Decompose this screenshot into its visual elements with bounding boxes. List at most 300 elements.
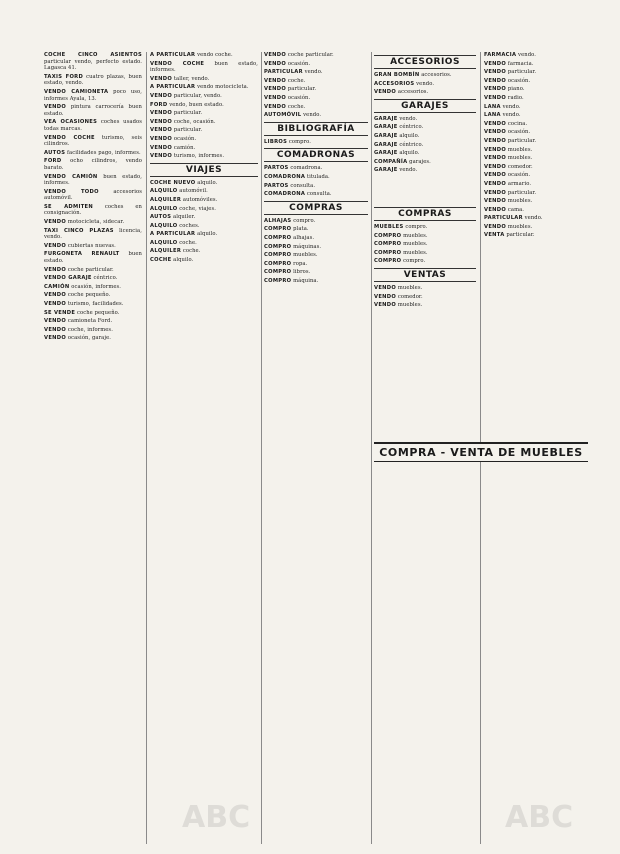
ad-text: accesorios. [397,89,429,96]
ad-text: comedor. [397,293,423,300]
ad-lead: VENDO [484,129,507,136]
section-banner: COMPRA - VENTA DE MUEBLES [374,442,588,462]
ad-text: coches usados todas marcas. [44,119,142,132]
ad-text: ocasión. [507,129,531,136]
ad-text: ropa. [293,260,308,267]
classified-ad [44,284,142,291]
ad-text: muebles. [397,284,423,291]
ad-text: motocicleta, sidecar. [67,219,125,226]
ad-text: muebles. [293,252,318,259]
ad-text: vendo. [399,115,418,122]
classified-ad [44,335,142,342]
ad-lead: VENDO [484,137,507,144]
classified-ad [484,121,588,128]
ad-text: consulta. [306,191,332,198]
ad-lead: PARTOS [264,182,289,189]
ad-text: ocho cilindros, vendo barato. [44,158,142,171]
ad-text: muebles. [397,302,423,309]
ad-text: camioneta Ford. [67,318,113,325]
ad-text: cubiertas nuevas. [67,242,116,249]
ad-text: farmacia. [507,60,534,67]
ad-text: vendo. [303,112,322,119]
classified-ad [264,174,368,181]
ad-text: comadrona. [290,165,323,172]
classified-ad [150,136,258,143]
classified-ad [264,244,368,251]
classified-ad [44,150,142,157]
classified-ad [264,86,368,93]
classified-ad [374,285,476,292]
section-heading: COMADRONAS [264,148,368,162]
ad-lead: VENDO [484,60,507,67]
ad-lead: PARTICULAR [264,69,303,76]
classified-ad [264,139,368,146]
classified-ad [264,104,368,111]
ad-text: facilidades pago, informes. [67,149,141,156]
ad-lead: COMPRO [374,241,402,248]
ad-lead: COMPAÑÍA [374,158,408,165]
ad-lead: COCHE CINCO ASIENTOS [44,52,142,58]
classified-ad [374,250,476,257]
ad-text: coche, informes. [67,326,113,333]
ad-lead: COMADRONA [264,191,306,198]
ad-lead: AUTOS [150,214,172,221]
ad-lead: COCHE NUEVO [150,179,196,186]
classified-ad [264,69,368,76]
ad-lead: VENDO [484,86,507,93]
ad-lead: VENDO [484,69,507,76]
ad-lead: VENDO [484,77,507,84]
classified-ad [150,110,258,117]
classified-ad [150,180,258,187]
ad-text: buen estado, informes. [150,60,258,74]
classified-ad [484,112,588,119]
classified-ad [150,102,258,109]
ad-text: armario. [507,180,532,187]
ad-lead: ALQUILO [150,222,178,229]
classified-ad [374,81,476,88]
section-heading: VENTAS [374,268,476,282]
ad-text: vendo motocicleta. [197,84,249,91]
ad-text: muebles. [403,241,428,248]
classified-ad [264,278,368,285]
ad-lead: COMPRO [264,234,292,241]
ad-lead: VENDO [150,153,173,160]
classified-ad [484,129,588,136]
ad-text: turismo, seis cilindros. [44,134,142,148]
watermark: ABC [505,800,574,835]
ad-text: compro. [405,223,428,230]
classified-ad [150,84,258,91]
ad-text: alhajas. [293,234,315,241]
ad-lead: VENDO [484,180,507,187]
ad-text: particular vendo, perfecto estado. Lagasca 41. [44,58,142,72]
ad-text: buen estado, informes. [44,173,142,187]
section-heading: GARAJES [374,99,476,113]
ad-lead: ALQUILER [150,248,182,255]
classified-ad [264,78,368,85]
ad-text: coche. [182,248,201,255]
classified-ad [374,233,476,240]
ad-lead: VENDO [484,155,507,162]
ad-lead: VENDO [44,219,67,226]
column-rule [371,52,372,844]
ad-lead: FORD [150,101,168,108]
classified-ad [44,52,142,72]
ad-lead: VENDO [44,266,67,273]
classified-ad [44,275,142,282]
column-3 [264,52,368,846]
ad-lead: VENTA [484,232,505,239]
classified-ad [150,127,258,134]
ad-lead: VENDO [44,326,67,333]
ad-lead: FARMACIA [484,52,517,58]
ad-text: particular. [287,86,317,93]
ad-lead: GARAJE [374,124,398,131]
classified-ad [150,52,258,59]
ad-text: coche particular. [287,52,334,58]
classified-ad [484,224,588,231]
classified-ad [484,232,588,239]
ad-lead: TAXI CINCO PLAZAS [44,227,114,234]
ad-text: automóvil. [179,188,208,195]
ad-text: alquilo. [197,231,218,238]
ad-text: titulada. [306,173,330,180]
column-2 [150,52,258,846]
ad-text: vendo coche. [197,52,233,58]
classified-ad [264,183,368,190]
classified-ad [264,218,368,225]
classified-ad [44,89,142,102]
ad-lead: COMPRO [264,260,292,267]
ad-lead: VENDO [150,127,173,134]
ad-lead: VENDO [484,206,507,213]
classified-ad [374,294,476,301]
ad-text: alquilo. [197,179,218,186]
classified-ad [264,235,368,242]
ad-text: coche. [287,103,306,110]
ad-lead: ALHAJAS [264,217,292,224]
ad-text: accesorios automóvil. [44,188,142,202]
classified-ad [44,74,142,87]
classified-ad [44,219,142,226]
classified-ad [150,76,258,83]
classified-ad [484,78,588,85]
ad-text: ocasión, garaje. [67,335,111,342]
ad-text: muebles. [403,249,428,256]
classified-ad [44,327,142,334]
ad-text: compro. [288,138,312,145]
ad-lead: VENDO [374,302,397,309]
ad-text: camión. [173,144,196,151]
ad-lead: LANA [484,112,501,119]
ad-lead: ALQUILER [150,196,182,203]
ad-lead: VENDO [44,104,67,111]
ad-text: turismo, informes. [173,153,225,160]
ad-text: coche pequeño. [67,292,111,299]
ad-text: coche particular. [67,266,114,273]
ad-text: plata. [293,226,309,233]
classified-ad [44,292,142,299]
ad-lead: VENDO CAMIONETA [44,88,109,95]
ad-lead: VENDO [150,135,173,142]
ad-text: alquiler. [173,214,196,221]
classified-ad [44,267,142,274]
ad-lead: AUTOMÓVIL [264,112,302,119]
ad-text: coche pequeño. [77,309,120,316]
classified-ad [374,224,476,231]
ad-text: taller, vendo. [173,75,210,82]
ad-lead: VENDO [264,86,287,93]
classified-ad [44,301,142,308]
classified-ad [150,93,258,100]
column-rule [146,52,147,844]
classified-ad [264,95,368,102]
ad-text: máquinas. [293,243,322,250]
ad-text: coches. [179,222,200,229]
classified-ad [484,95,588,102]
ad-lead: PARTICULAR [484,215,523,222]
classified-ad [484,86,588,93]
classified-ad [484,155,588,162]
classified-ad [150,257,258,264]
ad-text: poco uso, informes Ayala, 13. [44,88,142,102]
ad-text: pintura carrocería buen estado. [44,104,142,117]
classified-ad [264,112,368,119]
ad-lead: PARTOS [264,165,289,172]
classified-ad [44,310,142,317]
ad-text: turismo, facilidades. [67,301,124,307]
classified-ad [484,61,588,68]
classified-ad [150,248,258,255]
ad-text: compro. [293,217,316,224]
ad-text: vendo. [304,69,323,76]
classified-ad [150,119,258,126]
ad-lead: COMPRO [374,249,402,256]
ad-lead: VENDO [44,242,67,249]
classified-ad [484,104,588,111]
ad-lead: COMPRO [374,258,402,265]
ad-lead: COMPRO [264,277,292,284]
classified-ad [44,174,142,187]
ad-text: vendo. [518,52,536,58]
ad-lead: VENDO [44,292,67,299]
classified-ad [150,197,258,204]
section-heading: VIAJES [150,163,258,177]
classified-ad [150,153,258,160]
ad-text: particular. [506,232,535,239]
ad-lead: VENDO GARAJE [44,275,92,282]
ad-text: máquina. [293,277,319,284]
classified-ad [484,172,588,179]
ad-lead: FORD [44,158,62,165]
classified-ad [150,240,258,247]
ad-lead: VENDO [44,301,67,307]
classified-ad [44,318,142,325]
classified-ad [150,206,258,213]
ad-text: ocasión. [287,94,311,101]
ad-text: céntrico. [93,275,118,282]
classified-ad [484,198,588,205]
ad-text: muebles. [507,198,533,205]
classified-ad [374,302,476,309]
ad-text: vendo. [502,112,521,119]
classified-ad [374,116,476,123]
ad-text: muebles. [403,232,428,239]
section-heading: BIBLIOGRAFÍA [264,122,368,136]
ad-text: muebles. [507,146,533,153]
classified-ad [264,261,368,268]
ad-text: coche, viajes. [179,205,216,212]
classified-ad [150,188,258,195]
ad-lead: VENDO [264,60,287,67]
ad-lead: VENDO [44,335,67,342]
classified-ad [150,61,258,74]
classified-ad [150,223,258,230]
section-heading: COMPRAS [264,201,368,215]
classified-ad [484,190,588,197]
ad-text: cocina. [507,120,528,127]
classified-ad [44,189,142,202]
ad-text: compro. [403,258,426,265]
ad-lead: GARAJE [374,141,398,148]
ad-text: coches en consignación. [44,203,142,217]
ad-lead: COMPRO [264,226,292,233]
classified-ad [44,251,142,264]
classified-ad [44,204,142,217]
ad-text: cuatro plazas, buen estado, vendo. [44,73,142,87]
ad-lead: LANA [484,103,501,110]
ad-lead: COMPRO [264,243,292,250]
classified-ad [374,167,476,174]
ad-text: alquilo. [399,150,420,157]
ad-lead: VENDO TODO [44,188,99,195]
ad-text: comedor. [507,163,533,170]
classified-ad [44,135,142,148]
classified-ad [374,124,476,131]
ad-text: céntrico. [399,124,424,131]
ad-lead: GARAJE [374,115,398,122]
ad-text: céntrico. [399,141,424,148]
ad-text: automóviles. [182,196,218,203]
ad-text: muebles. [507,223,533,230]
classified-ad [374,150,476,157]
ad-lead: VENDO [484,172,507,179]
classified-ad [484,215,588,222]
ad-text: particular. [507,69,537,76]
ad-text: buen estado. [44,251,142,265]
column-1 [44,52,142,846]
ad-lead: VENDO [150,75,173,82]
ad-lead: VEA OCASIONES [44,119,98,126]
classified-ad [484,52,588,59]
ad-lead: COCHE [150,257,172,264]
classified-ad [44,104,142,117]
ad-lead: VENDO [44,318,67,325]
classified-ad [374,89,476,96]
classified-ad [264,226,368,233]
ad-text: coche, ocasión. [173,118,216,125]
ad-lead: VENDO COCHE [150,60,205,67]
ad-lead: SE ADMITEN [44,203,94,210]
watermark: ABC [182,800,251,835]
ad-lead: VENDO CAMIÓN [44,173,98,180]
ad-lead: GARAJE [374,132,398,139]
ad-text: vendo. [502,103,521,110]
ad-lead: VENDO [150,92,173,99]
ad-lead: COMPRO [264,269,292,276]
ad-lead: MUEBLES [374,223,404,230]
ad-lead: VENDO [264,52,287,58]
ad-lead: VENDO [150,118,173,125]
ad-lead: VENDO [484,163,507,170]
ad-text: consulta. [290,182,316,189]
ad-text: particular. [173,110,203,117]
ad-lead: CAMIÓN [44,283,70,290]
classified-ad [374,258,476,265]
classified-ad [484,181,588,188]
ad-lead: AUTOS [44,149,66,156]
classified-ad [374,133,476,140]
classified-ad [374,241,476,248]
ad-lead: COMPRO [264,252,292,259]
ad-lead: ALQUILO [150,239,178,246]
classified-ad [150,145,258,152]
ad-text: coche. [287,77,306,84]
ad-lead: VENDO [484,146,507,153]
ad-lead: GARAJE [374,150,398,157]
ad-text: ocasión, informes. [71,283,122,290]
ad-text: cama. [507,206,525,213]
classified-ad [374,159,476,166]
ad-lead: TAXIS FORD [44,73,84,80]
classified-ad [264,61,368,68]
ad-lead: COMPRO [374,232,402,239]
ad-text: vendo. [524,215,543,222]
ad-lead: GARAJE [374,167,398,174]
ad-lead: ACCESORIOS [374,80,415,87]
section-heading: ACCESORIOS [374,55,476,69]
banner-spacer [374,176,476,204]
ad-lead: VENDO [374,284,397,291]
ad-lead: VENDO [484,120,507,127]
ad-lead: GRAN BOMBÍN [374,72,420,78]
ad-text: coche. [179,239,197,246]
classified-ad [374,142,476,149]
classified-ad [264,52,368,59]
ad-lead: VENDO [150,144,173,151]
classified-ad [264,191,368,198]
classified-ad [44,228,142,241]
ad-text: vendo, buen estado. [169,101,224,108]
column-rule [261,52,262,844]
ad-text: particular. [173,127,203,134]
classified-ad [484,207,588,214]
ad-lead: A PARTICULAR [150,231,196,238]
ad-lead: VENDO [374,293,397,300]
ad-lead: ALQUILO [150,188,178,195]
classified-ad [44,243,142,250]
ad-lead: A PARTICULAR [150,52,196,58]
classified-ad [44,119,142,132]
ad-text: ocasión. [507,77,531,84]
ad-text: particular, vendo. [173,92,222,99]
classified-ad [374,72,476,79]
classified-ad [44,158,142,171]
ad-text: vendo. [399,167,418,174]
ad-lead: VENDO [484,189,507,196]
classified-ad [484,69,588,76]
